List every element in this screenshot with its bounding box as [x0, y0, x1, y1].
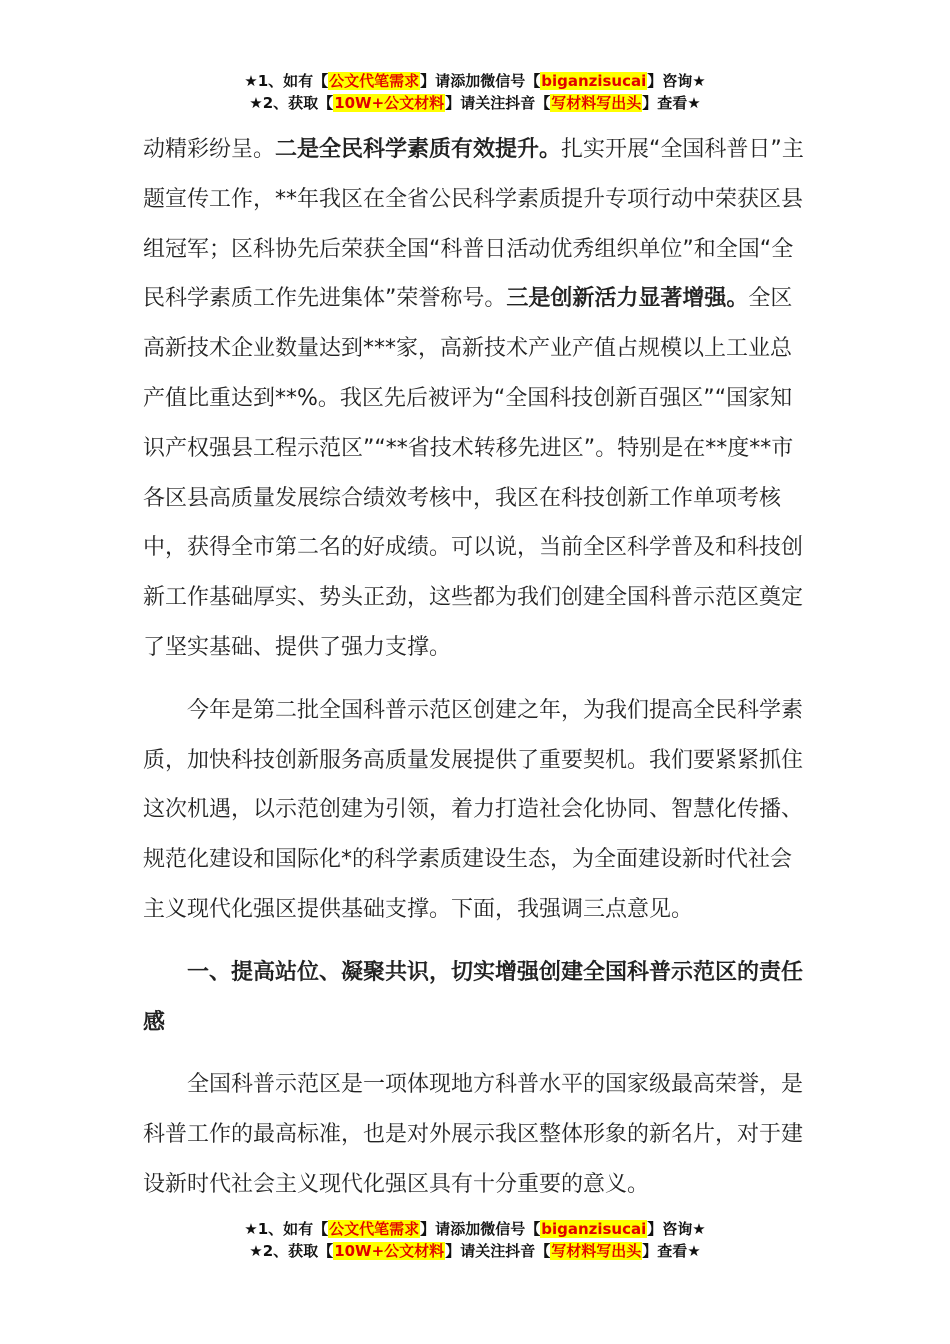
- promo-text: ★1、如有【: [244, 72, 329, 90]
- promo-text: ★2、获取【: [249, 1242, 334, 1260]
- promo-text: ★2、获取【: [249, 94, 334, 112]
- promo-text: 】请: [445, 1242, 476, 1260]
- promo-text: 】咨询★: [647, 72, 706, 90]
- paragraph-text: 扎实开展“全国科普日”主题宣传工作，**年我区在全省公民科学素质提升专项行动中荣获区县组冠军；区科协先后荣获全国“科普日活动优秀组织单位”和全国“全民科学素质工作先进集体”荣誉称号。: [143, 137, 804, 312]
- promo-text: 】查看★: [642, 1242, 701, 1260]
- promo-highlight: 10W+公文材料: [334, 94, 445, 112]
- promo-highlight: 写材料写出头: [551, 1242, 642, 1260]
- promo-text: 微信号【: [480, 72, 541, 90]
- promo-line-1: [0, 1218, 950, 1240]
- paragraph-emphasis: 三是创新活力显著增强。: [506, 286, 749, 312]
- paragraph-3: 全国科普示范区是一项体现地方科普水平的国家级最高荣誉，是科普工作的最高标准，也是对外展示我区整体形象的新名片，对于建设新时代社会主义现代化强区具有十分重要的意义。: [143, 1072, 804, 1197]
- promo-text: 微信号【: [480, 1220, 541, 1238]
- promo-text: 】查看★: [642, 94, 701, 112]
- promo-text: 关注: [475, 1242, 506, 1260]
- promo-banner-bottom: [0, 1218, 950, 1262]
- promo-text: 】请: [420, 72, 451, 90]
- promo-text: 抖音【: [505, 1242, 551, 1260]
- promo-text: 关注: [475, 94, 506, 112]
- paragraph-2: 今年是第二批全国科普示范区创建之年，为我们提高全民科学素质，加快科技创新服务高质量发展提供了重要契机。我们要紧紧抓住这次机遇，以示范创建为引领，着力打造社会化协同、智慧化传播、规范化建设和国际化*的科学素质建设生态，为全面建设新时代社会主义现代化强区提供基础支撑。下面，我强调三点意见。: [143, 697, 804, 922]
- promo-text: 】咨询★: [647, 1220, 706, 1238]
- promo-line-2: [0, 1240, 950, 1262]
- promo-text: 】请: [420, 1220, 451, 1238]
- promo-highlight: 写材料写出头: [551, 94, 642, 112]
- promo-text: ★1、如有【: [244, 1220, 329, 1238]
- promo-text: 抖音【: [505, 94, 551, 112]
- promo-text: 】请: [445, 94, 476, 112]
- section-heading-1: 一、提高站位、凝聚共识，切实增强创建全国科普示范区的责任感: [143, 959, 804, 1035]
- promo-line-2: [0, 92, 950, 114]
- document-body: [143, 125, 808, 1210]
- promo-highlight: 10W+公文材料: [334, 1242, 445, 1260]
- promo-text: 添加: [450, 72, 481, 90]
- paragraph-emphasis: 二是全民科学素质有效提升。: [275, 137, 562, 162]
- promo-text: 添加: [450, 1220, 481, 1238]
- paragraph-text: 全区高新技术企业数量达到***家，高新技术产业产值占规模以上工业总产值比重达到**%。我区先后被评为“全国科技创新百强区”“国家知识产权强县工程示范区”“**省技术转移先进区”。特别是在**度**市各区县高质量发展综合绩效考核中，我区在科技创新工作单项考核中，获得全市第二名的好成绩。可以说，当前全区科学普及和科技创新工作基础厚实、势头正劲，这些都为我们创建全国科普示范区奠定了坚实基础、提供了强力支撑。: [143, 286, 804, 660]
- promo-highlight: 公文代笔需求: [329, 72, 420, 90]
- promo-banner-top: [0, 70, 950, 114]
- promo-highlight: biganzisucai: [541, 1220, 647, 1238]
- promo-line-1: [0, 70, 950, 92]
- paragraph-text: 动精彩纷呈。: [143, 137, 276, 162]
- promo-highlight: biganzisucai: [541, 72, 647, 90]
- paragraph-1: [143, 125, 808, 673]
- promo-highlight: 公文代笔需求: [329, 1220, 420, 1238]
